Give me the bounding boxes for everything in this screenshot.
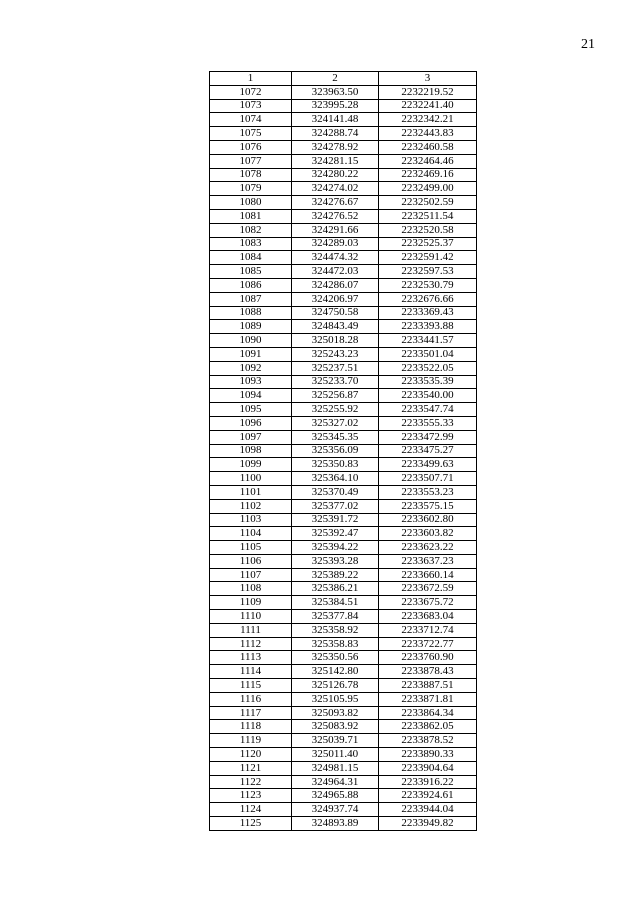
point-number-cell: 1122 <box>210 775 292 789</box>
point-number-cell: 1073 <box>210 99 292 113</box>
x-coordinate-cell: 324206.97 <box>292 292 379 306</box>
y-coordinate-cell: 2232443.83 <box>379 127 477 141</box>
table-header-row <box>210 72 477 86</box>
table-row <box>210 334 477 348</box>
point-number-cell: 1080 <box>210 196 292 210</box>
y-coordinate-cell: 2233712.74 <box>379 623 477 637</box>
x-coordinate-cell: 324981.15 <box>292 761 379 775</box>
y-coordinate-cell: 2233501.04 <box>379 347 477 361</box>
header-col-2: 2 <box>292 72 379 86</box>
y-coordinate-cell: 2233887.51 <box>379 679 477 693</box>
x-coordinate-cell: 325327.02 <box>292 416 379 430</box>
x-coordinate-cell: 325243.23 <box>292 347 379 361</box>
x-coordinate-cell: 324281.15 <box>292 154 379 168</box>
table-row <box>210 527 477 541</box>
x-coordinate-cell: 323963.50 <box>292 85 379 99</box>
table-row <box>210 154 477 168</box>
point-number-cell: 1085 <box>210 265 292 279</box>
y-coordinate-cell: 2233623.22 <box>379 541 477 555</box>
point-number-cell: 1087 <box>210 292 292 306</box>
table-row <box>210 389 477 403</box>
x-coordinate-cell: 324276.67 <box>292 196 379 210</box>
table-row <box>210 347 477 361</box>
table-row <box>210 568 477 582</box>
point-number-cell: 1089 <box>210 320 292 334</box>
point-number-cell: 1111 <box>210 623 292 637</box>
point-number-cell: 1109 <box>210 596 292 610</box>
x-coordinate-cell: 325358.83 <box>292 637 379 651</box>
point-number-cell: 1118 <box>210 720 292 734</box>
x-coordinate-cell: 324474.32 <box>292 251 379 265</box>
point-number-cell: 1076 <box>210 140 292 154</box>
point-number-cell: 1095 <box>210 403 292 417</box>
x-coordinate-cell: 325389.22 <box>292 568 379 582</box>
x-coordinate-cell: 325370.49 <box>292 485 379 499</box>
header-col-3: 3 <box>379 72 477 86</box>
x-coordinate-cell: 325083.92 <box>292 720 379 734</box>
point-number-cell: 1093 <box>210 375 292 389</box>
x-coordinate-cell: 325377.02 <box>292 499 379 513</box>
table-row <box>210 748 477 762</box>
y-coordinate-cell: 2233862.05 <box>379 720 477 734</box>
point-number-cell: 1119 <box>210 734 292 748</box>
y-coordinate-cell: 2232499.00 <box>379 182 477 196</box>
y-coordinate-cell: 2233393.88 <box>379 320 477 334</box>
y-coordinate-cell: 2233722.77 <box>379 637 477 651</box>
y-coordinate-cell: 2233904.64 <box>379 761 477 775</box>
x-coordinate-cell: 324276.52 <box>292 209 379 223</box>
x-coordinate-cell: 324843.49 <box>292 320 379 334</box>
x-coordinate-cell: 324289.03 <box>292 237 379 251</box>
table-row <box>210 430 477 444</box>
point-number-cell: 1107 <box>210 568 292 582</box>
x-coordinate-cell: 324278.92 <box>292 140 379 154</box>
x-coordinate-cell: 325377.84 <box>292 610 379 624</box>
x-coordinate-cell: 325233.70 <box>292 375 379 389</box>
table-row <box>210 113 477 127</box>
y-coordinate-cell: 2232241.40 <box>379 99 477 113</box>
y-coordinate-cell: 2233675.72 <box>379 596 477 610</box>
x-coordinate-cell: 325358.92 <box>292 623 379 637</box>
table-row <box>210 251 477 265</box>
table-row <box>210 278 477 292</box>
point-number-cell: 1088 <box>210 306 292 320</box>
table-row <box>210 623 477 637</box>
y-coordinate-cell: 2233924.61 <box>379 789 477 803</box>
table-row <box>210 85 477 99</box>
y-coordinate-cell: 2233475.27 <box>379 444 477 458</box>
point-number-cell: 1090 <box>210 334 292 348</box>
y-coordinate-cell: 2233637.23 <box>379 554 477 568</box>
y-coordinate-cell: 2233553.23 <box>379 485 477 499</box>
x-coordinate-cell: 325093.82 <box>292 706 379 720</box>
x-coordinate-cell: 325255.92 <box>292 403 379 417</box>
y-coordinate-cell: 2233603.82 <box>379 527 477 541</box>
page-number: 21 <box>581 37 595 52</box>
point-number-cell: 1102 <box>210 499 292 513</box>
x-coordinate-cell: 324141.48 <box>292 113 379 127</box>
x-coordinate-cell: 325393.28 <box>292 554 379 568</box>
x-coordinate-cell: 324274.02 <box>292 182 379 196</box>
table-row <box>210 140 477 154</box>
table-row <box>210 803 477 817</box>
y-coordinate-cell: 2233540.00 <box>379 389 477 403</box>
table-row <box>210 292 477 306</box>
table-row <box>210 416 477 430</box>
table-row <box>210 720 477 734</box>
table-row <box>210 499 477 513</box>
y-coordinate-cell: 2233499.63 <box>379 458 477 472</box>
table-row <box>210 458 477 472</box>
y-coordinate-cell: 2232342.21 <box>379 113 477 127</box>
x-coordinate-cell: 325039.71 <box>292 734 379 748</box>
table-row <box>210 182 477 196</box>
table-row <box>210 554 477 568</box>
y-coordinate-cell: 2233441.57 <box>379 334 477 348</box>
header-col-1: 1 <box>210 72 292 86</box>
point-number-cell: 1106 <box>210 554 292 568</box>
table-row <box>210 99 477 113</box>
y-coordinate-cell: 2233507.71 <box>379 472 477 486</box>
x-coordinate-cell: 325356.09 <box>292 444 379 458</box>
table-row <box>210 127 477 141</box>
y-coordinate-cell: 2233683.04 <box>379 610 477 624</box>
y-coordinate-cell: 2232219.52 <box>379 85 477 99</box>
table-row <box>210 789 477 803</box>
point-number-cell: 1113 <box>210 651 292 665</box>
y-coordinate-cell: 2232520.58 <box>379 223 477 237</box>
x-coordinate-cell: 325391.72 <box>292 513 379 527</box>
y-coordinate-cell: 2232464.46 <box>379 154 477 168</box>
y-coordinate-cell: 2232597.53 <box>379 265 477 279</box>
point-number-cell: 1079 <box>210 182 292 196</box>
x-coordinate-cell: 325256.87 <box>292 389 379 403</box>
point-number-cell: 1104 <box>210 527 292 541</box>
y-coordinate-cell: 2233760.90 <box>379 651 477 665</box>
point-number-cell: 1103 <box>210 513 292 527</box>
table-row <box>210 665 477 679</box>
table-row <box>210 265 477 279</box>
point-number-cell: 1116 <box>210 692 292 706</box>
table-row <box>210 541 477 555</box>
table-row <box>210 306 477 320</box>
table-row <box>210 582 477 596</box>
x-coordinate-cell: 324280.22 <box>292 168 379 182</box>
table-row <box>210 637 477 651</box>
y-coordinate-cell: 2232530.79 <box>379 278 477 292</box>
y-coordinate-cell: 2233944.04 <box>379 803 477 817</box>
y-coordinate-cell: 2232511.54 <box>379 209 477 223</box>
x-coordinate-cell: 325126.78 <box>292 679 379 693</box>
y-coordinate-cell: 2233522.05 <box>379 361 477 375</box>
x-coordinate-cell: 325237.51 <box>292 361 379 375</box>
x-coordinate-cell: 325345.35 <box>292 430 379 444</box>
table-row <box>210 761 477 775</box>
table-body <box>210 85 477 830</box>
y-coordinate-cell: 2233878.43 <box>379 665 477 679</box>
table-row <box>210 361 477 375</box>
x-coordinate-cell: 325392.47 <box>292 527 379 541</box>
table-row <box>210 679 477 693</box>
y-coordinate-cell: 2233949.82 <box>379 817 477 831</box>
table-row <box>210 223 477 237</box>
point-number-cell: 1105 <box>210 541 292 555</box>
x-coordinate-cell: 324291.66 <box>292 223 379 237</box>
point-number-cell: 1082 <box>210 223 292 237</box>
y-coordinate-cell: 2232676.66 <box>379 292 477 306</box>
point-number-cell: 1077 <box>210 154 292 168</box>
point-number-cell: 1124 <box>210 803 292 817</box>
table-row <box>210 610 477 624</box>
point-number-cell: 1084 <box>210 251 292 265</box>
x-coordinate-cell: 324937.74 <box>292 803 379 817</box>
point-number-cell: 1078 <box>210 168 292 182</box>
point-number-cell: 1096 <box>210 416 292 430</box>
y-coordinate-cell: 2232525.37 <box>379 237 477 251</box>
table-row <box>210 485 477 499</box>
point-number-cell: 1072 <box>210 85 292 99</box>
x-coordinate-cell: 324893.89 <box>292 817 379 831</box>
y-coordinate-cell: 2232460.58 <box>379 140 477 154</box>
point-number-cell: 1125 <box>210 817 292 831</box>
point-number-cell: 1099 <box>210 458 292 472</box>
table-row <box>210 775 477 789</box>
table-row <box>210 692 477 706</box>
table-row <box>210 403 477 417</box>
point-number-cell: 1094 <box>210 389 292 403</box>
point-number-cell: 1091 <box>210 347 292 361</box>
y-coordinate-cell: 2233555.33 <box>379 416 477 430</box>
point-number-cell: 1110 <box>210 610 292 624</box>
x-coordinate-cell: 325105.95 <box>292 692 379 706</box>
table-row <box>210 596 477 610</box>
x-coordinate-cell: 324472.03 <box>292 265 379 279</box>
x-coordinate-cell: 325011.40 <box>292 748 379 762</box>
table-row <box>210 209 477 223</box>
point-number-cell: 1117 <box>210 706 292 720</box>
x-coordinate-cell: 324964.31 <box>292 775 379 789</box>
x-coordinate-cell: 325394.22 <box>292 541 379 555</box>
point-number-cell: 1083 <box>210 237 292 251</box>
point-number-cell: 1097 <box>210 430 292 444</box>
x-coordinate-cell: 325142.80 <box>292 665 379 679</box>
point-number-cell: 1115 <box>210 679 292 693</box>
y-coordinate-cell: 2232591.42 <box>379 251 477 265</box>
y-coordinate-cell: 2233871.81 <box>379 692 477 706</box>
point-number-cell: 1123 <box>210 789 292 803</box>
y-coordinate-cell: 2233890.33 <box>379 748 477 762</box>
table-row <box>210 444 477 458</box>
y-coordinate-cell: 2233547.74 <box>379 403 477 417</box>
table-row <box>210 734 477 748</box>
table-row <box>210 375 477 389</box>
point-number-cell: 1092 <box>210 361 292 375</box>
point-number-cell: 1101 <box>210 485 292 499</box>
point-number-cell: 1074 <box>210 113 292 127</box>
x-coordinate-cell: 324750.58 <box>292 306 379 320</box>
y-coordinate-cell: 2233864.34 <box>379 706 477 720</box>
point-number-cell: 1120 <box>210 748 292 762</box>
table-row <box>210 706 477 720</box>
y-coordinate-cell: 2233535.39 <box>379 375 477 389</box>
table-row <box>210 320 477 334</box>
x-coordinate-cell: 325018.28 <box>292 334 379 348</box>
x-coordinate-cell: 323995.28 <box>292 99 379 113</box>
x-coordinate-cell: 324286.07 <box>292 278 379 292</box>
y-coordinate-cell: 2233575.15 <box>379 499 477 513</box>
x-coordinate-cell: 325386.21 <box>292 582 379 596</box>
y-coordinate-cell: 2233916.22 <box>379 775 477 789</box>
point-number-cell: 1108 <box>210 582 292 596</box>
x-coordinate-cell: 325350.56 <box>292 651 379 665</box>
y-coordinate-cell: 2232469.16 <box>379 168 477 182</box>
y-coordinate-cell: 2233369.43 <box>379 306 477 320</box>
point-number-cell: 1112 <box>210 637 292 651</box>
table-row <box>210 817 477 831</box>
x-coordinate-cell: 325350.83 <box>292 458 379 472</box>
point-number-cell: 1100 <box>210 472 292 486</box>
table-row <box>210 196 477 210</box>
y-coordinate-cell: 2232502.59 <box>379 196 477 210</box>
point-number-cell: 1086 <box>210 278 292 292</box>
x-coordinate-cell: 325364.10 <box>292 472 379 486</box>
point-number-cell: 1114 <box>210 665 292 679</box>
y-coordinate-cell: 2233660.14 <box>379 568 477 582</box>
point-number-cell: 1098 <box>210 444 292 458</box>
table-row <box>210 237 477 251</box>
y-coordinate-cell: 2233602.80 <box>379 513 477 527</box>
x-coordinate-cell: 324288.74 <box>292 127 379 141</box>
table-row <box>210 513 477 527</box>
point-number-cell: 1121 <box>210 761 292 775</box>
table-row <box>210 651 477 665</box>
y-coordinate-cell: 2233472.99 <box>379 430 477 444</box>
table-row <box>210 168 477 182</box>
coordinates-table <box>209 71 477 831</box>
x-coordinate-cell: 325384.51 <box>292 596 379 610</box>
x-coordinate-cell: 324965.88 <box>292 789 379 803</box>
y-coordinate-cell: 2233672.59 <box>379 582 477 596</box>
point-number-cell: 1075 <box>210 127 292 141</box>
point-number-cell: 1081 <box>210 209 292 223</box>
y-coordinate-cell: 2233878.52 <box>379 734 477 748</box>
table-row <box>210 472 477 486</box>
